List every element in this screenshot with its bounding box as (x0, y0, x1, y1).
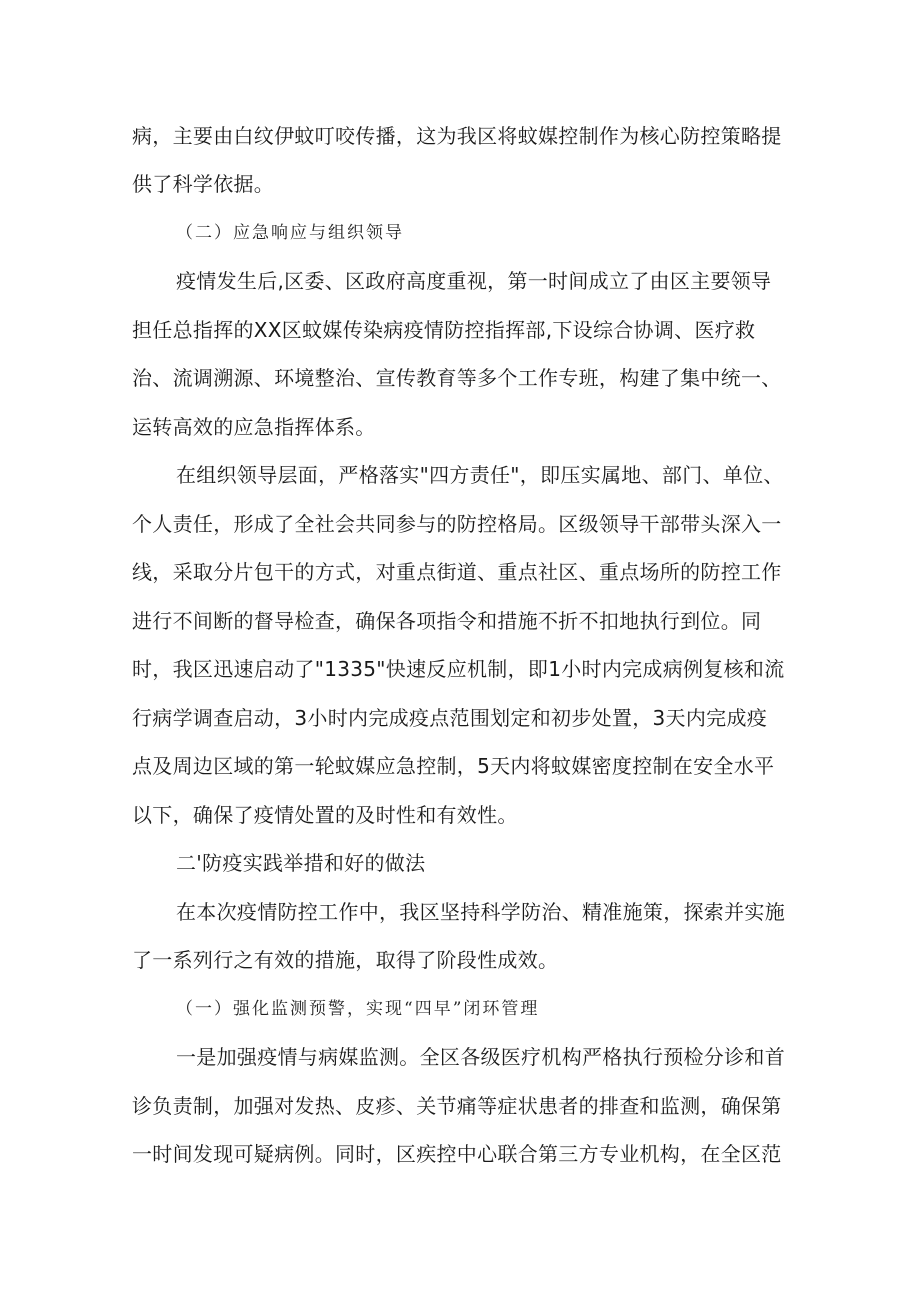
paragraph-line: 一是加强疫情与病媒监测。全区各级医疗机构严格执行预检分诊和首 (176, 1045, 785, 1069)
paragraph-line: 诊负责制，加强对发热、皮疹、关节痛等症状患者的排查和监测，确保第 (132, 1094, 782, 1118)
paragraph-line: 以下，确保了疫情处置的及时性和有效性。 (132, 803, 518, 827)
paragraph-line: 病，主要由白纹伊蚊叮咬传播，这为我区将蚊媒控制作为核心防控策略提 (132, 124, 782, 148)
paragraph-line: 了一系列行之有效的措施，取得了阶段性成效。 (132, 948, 559, 972)
paragraph-line: 线，采取分片包干的方式，对重点街道、重点社区、重点场所的防控工作 (132, 560, 782, 584)
section-heading: （二）应急响应与组织领导 (176, 223, 404, 243)
section-heading: （一）强化监测预警，实现“四早”闭环管理 (176, 999, 540, 1019)
paragraph-line: 担任总指挥的XX区蚊媒传染病疫情防控指挥部,下设综合协调、医疗救 (132, 318, 756, 342)
paragraph-line: 一时间发现可疑病例。同时，区疾控中心联合第三方专业机构，在全区范 (132, 1142, 782, 1166)
paragraph-line: 个人责任，形成了全社会共同参与的防控格局。区级领导干部带头深入一 (132, 512, 782, 536)
paragraph-line: 时，我区迅速启动了"1335"快速反应机制，即1小时内完成病例复核和流 (132, 657, 785, 681)
paragraph-line: 在组织领导层面，严格落实"四方责任"，即压实属地、部门、单位、 (176, 463, 784, 487)
paragraph-line: 疫情发生后,区委、区政府高度重视，第一时间成立了由区主要领导 (176, 269, 772, 293)
paragraph-line: 运转高效的应急指挥体系。 (132, 415, 376, 439)
section-title: 二'防疫实践举措和好的做法 (176, 851, 426, 875)
paragraph-line: 进行不间断的督导检查，确保各项指令和措施不折不扣地执行到位。同 (132, 609, 762, 633)
paragraph-line: 行病学调查启动，3小时内完成疫点范围划定和初步处置，3天内完成疫 (132, 706, 768, 730)
paragraph-line: 点及周边区域的第一轮蚊媒应急控制，5天内将蚊媒密度控制在安全水平 (132, 754, 775, 778)
paragraph-line: 在本次疫情防控工作中，我区坚持科学防治、精准施策，探索并实施 (176, 900, 785, 924)
paragraph-line: 治、流调溯源、环境整治、宣传教育等多个工作专班，构建了集中统一、 (132, 366, 782, 390)
paragraph-line: 供了科学依据。 (132, 172, 275, 196)
